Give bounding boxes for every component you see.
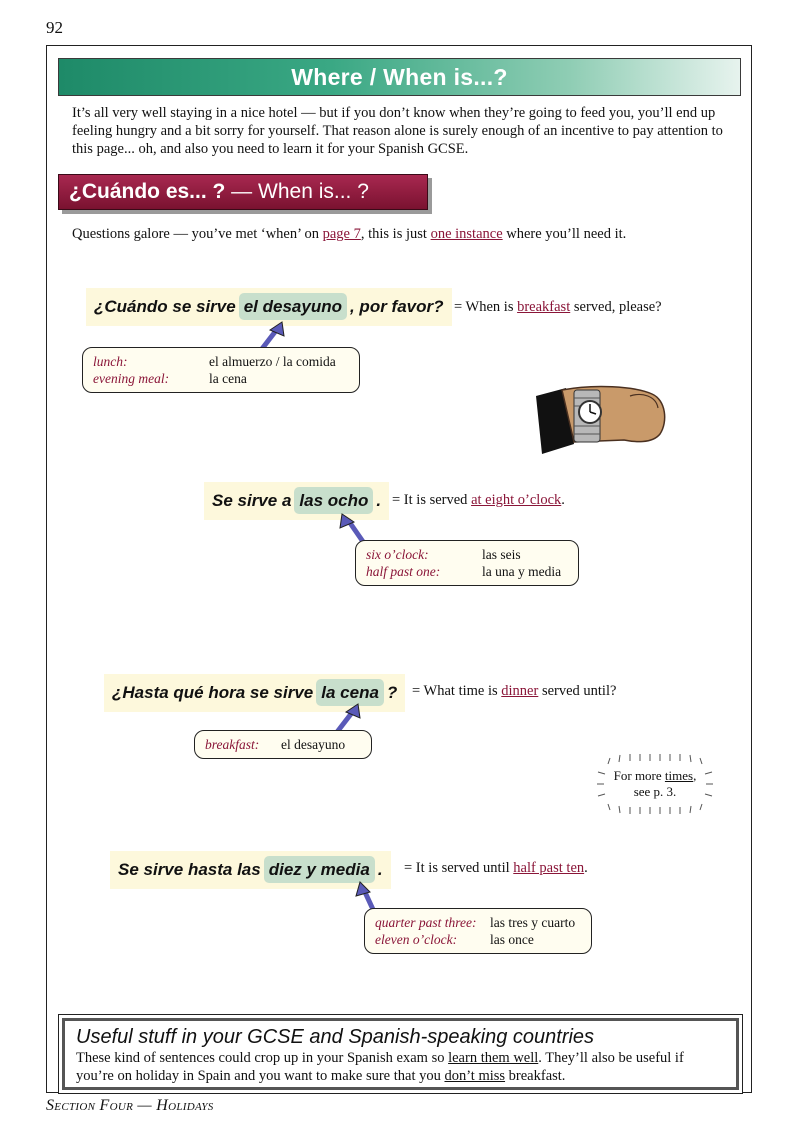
option-english: eleven o’clock: xyxy=(375,932,458,947)
title-banner xyxy=(58,58,741,96)
option-spanish: la cena xyxy=(209,371,247,386)
option-spanish: el almuerzo / la comida xyxy=(209,354,336,369)
option-spanish: las tres y cuarto xyxy=(490,915,576,930)
summary-underline: learn them well xyxy=(448,1050,539,1066)
options-breakfast xyxy=(82,347,360,393)
summary-part: These kind of sentences could crop up in your Spanish exam so xyxy=(76,1050,449,1066)
times-note xyxy=(596,752,714,816)
sentence-text: . xyxy=(376,491,382,510)
translation-text: . xyxy=(584,860,588,876)
times-note-text xyxy=(596,768,714,800)
page-title: Where / When is...? xyxy=(291,64,508,90)
sentence-highlight: las ocho xyxy=(294,487,373,514)
subheading-english: — When is... ? xyxy=(225,180,369,203)
sentence-text: , por favor? xyxy=(349,297,444,316)
summary-part: breakfast. xyxy=(505,1068,566,1084)
summary-text xyxy=(76,1049,725,1085)
option-english: half past one: xyxy=(366,564,441,579)
translation-breakfast xyxy=(454,299,662,316)
breakfast-link[interactable]: breakfast xyxy=(517,299,571,315)
options-eight xyxy=(355,540,579,586)
subheading-banner xyxy=(58,174,428,210)
questions-line xyxy=(72,226,626,243)
translation-half-past-ten xyxy=(404,860,588,877)
translation-text: = When is xyxy=(454,299,518,315)
option-english: breakfast: xyxy=(205,737,260,752)
translation-eight xyxy=(392,492,565,509)
options-half-past-ten xyxy=(364,908,592,954)
sentence-highlight: diez y media xyxy=(264,856,375,883)
summary-heading: Useful stuff in your GCSE and Spanish-speaking countries xyxy=(76,1026,595,1048)
summary-underline: don’t miss xyxy=(444,1068,506,1084)
note-text: , xyxy=(693,768,697,783)
questions-text: where you’ll need it. xyxy=(502,226,627,242)
eight-oclock-link[interactable]: at eight o’clock xyxy=(471,492,562,508)
sentence-text: Se sirve hasta las xyxy=(118,860,261,879)
summary-box xyxy=(58,1014,743,1094)
translation-text: = It is served until xyxy=(404,860,514,876)
option-spanish: las seis xyxy=(482,547,521,562)
translation-text: served until? xyxy=(538,683,617,699)
page-number: 92 xyxy=(46,18,63,37)
option-row xyxy=(205,736,361,753)
option-english: lunch: xyxy=(93,354,128,369)
option-row xyxy=(375,914,581,931)
translation-text: = What time is xyxy=(412,683,502,699)
summary-inner xyxy=(62,1018,739,1090)
options-dinner xyxy=(194,730,372,759)
note-text: see p. 3. xyxy=(633,784,677,799)
sentence-text: ¿Cuándo se sirve xyxy=(94,297,236,316)
wristwatch-icon xyxy=(534,382,670,458)
option-english: six o’clock: xyxy=(366,547,429,562)
note-text: For more xyxy=(613,768,665,783)
translation-dinner xyxy=(412,683,616,700)
dinner-link[interactable]: dinner xyxy=(501,683,539,699)
option-english: evening meal: xyxy=(93,371,170,386)
option-english: quarter past three: xyxy=(375,915,477,930)
option-row xyxy=(366,563,568,580)
subheading-spanish: ¿Cuándo es... ? xyxy=(69,180,226,203)
translation-text: served, please? xyxy=(570,299,662,315)
sentence-highlight: la cena xyxy=(316,679,384,706)
sentence-text: ¿Hasta qué hora se sirve xyxy=(112,683,314,702)
page-7-link[interactable]: page 7 xyxy=(322,226,361,242)
times-link[interactable]: times xyxy=(664,768,694,783)
sentence-half-past-ten xyxy=(110,851,391,889)
option-spanish: el desayuno xyxy=(281,737,346,752)
sentence-text: ? xyxy=(386,683,398,702)
footer-dash: — xyxy=(133,1097,157,1114)
section-footer xyxy=(46,1097,214,1115)
questions-text: Questions galore — you’ve met ‘when’ on xyxy=(72,226,323,242)
option-spanish: las once xyxy=(490,932,534,947)
footer-topic: Holidays xyxy=(156,1097,214,1114)
questions-text: , this is just xyxy=(360,226,431,242)
translation-text: . xyxy=(561,492,565,508)
translation-text: = It is served xyxy=(392,492,472,508)
intro-paragraph: It’s all very well staying in a nice hotel — but if you don’t know when they’re going to feed you, you’ll end up feeling hungry and a bit sorry for yourself. That reason alone is surely enough of an incentive to pay attention to this page... oh, and also you need to learn it for your Spanish GCSE. xyxy=(72,105,723,157)
subheading xyxy=(59,175,427,208)
sentence-text: Se sirve a xyxy=(212,491,292,510)
half-past-ten-link[interactable]: half past ten xyxy=(513,860,585,876)
footer-section: Section Four xyxy=(46,1097,134,1114)
one-instance-link[interactable]: one instance xyxy=(430,226,503,242)
option-row xyxy=(366,546,568,563)
option-row xyxy=(375,931,581,948)
sentence-text: . xyxy=(377,860,383,879)
summary-part: . They’ll also be useful if you’re on holiday in Spain and you want to make sure that you xyxy=(76,1050,684,1084)
sentence-highlight: el desayuno xyxy=(239,293,347,320)
option-row xyxy=(93,370,349,387)
option-row xyxy=(93,353,349,370)
option-spanish: la una y media xyxy=(482,564,562,579)
